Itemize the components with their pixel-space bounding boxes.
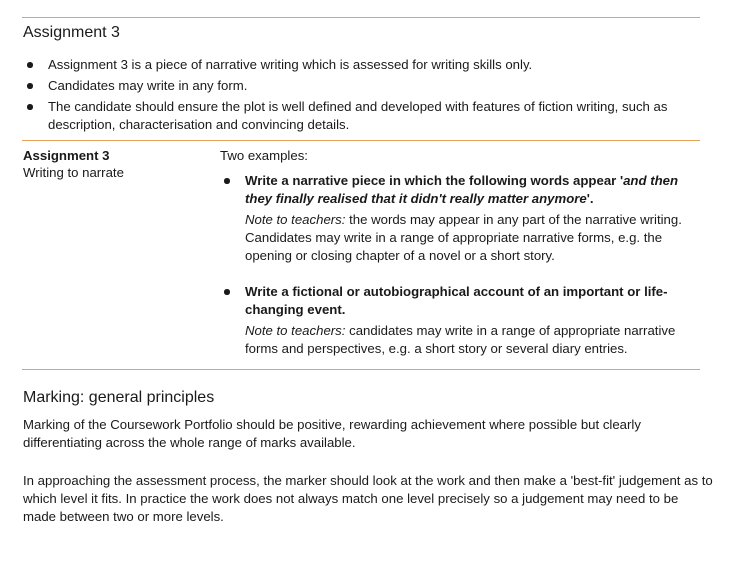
- table-left-title: Assignment 3: [23, 148, 110, 163]
- marking-paragraph-2: In approaching the assessment process, the marker should look at the work and then make a 'best-fit' judgement as to which level it fits. In practice the work does not always match one level precisely so a judgement may need to be made between two or more levels.: [23, 473, 713, 524]
- example-1-task: Write a narrative piece in which the following words appear 'and then they finally realised that it didn't really matter anymore'.: [245, 173, 679, 206]
- examples-intro: Two examples:: [220, 148, 308, 163]
- list-item: Assignment 3 is a piece of narrative writing which is assessed for writing skills only.: [23, 56, 693, 74]
- example-item-1: [220, 172, 690, 265]
- example-item-2: [220, 283, 690, 358]
- marking-paragraph-1: Marking of the Coursework Portfolio should be positive, rewarding achievement where possible but clearly differentiating across the whole range of marks available.: [23, 417, 641, 450]
- table-bottom-divider: [22, 369, 700, 370]
- assignment-bullet-list: [23, 56, 693, 137]
- table-top-divider: [22, 140, 700, 141]
- assignment-heading: Assignment 3: [23, 24, 120, 41]
- table-left-subtitle: Writing to narrate: [23, 165, 124, 180]
- examples-list: [220, 172, 690, 358]
- example-2-task: Write a fictional or autobiographical account of an important or life-changing event.: [245, 284, 668, 317]
- top-divider: [22, 17, 700, 18]
- marking-heading: Marking: general principles: [23, 389, 215, 406]
- list-item: Candidates may write in any form.: [23, 77, 693, 95]
- example-2-note: Note to teachers: candidates may write in a range of appropriate narrative forms and perspectives, e.g. a short story or several diary entries.: [245, 323, 676, 356]
- example-1-note: Note to teachers: the words may appear in any part of the narrative writing. Candidates may write in a range of appropriate narrative forms, e.g. the opening or closing chapter of a novel or a short story.: [245, 212, 682, 263]
- list-item: The candidate should ensure the plot is well defined and developed with features of fiction writing, such as description, characterisation and convincing details.: [23, 98, 693, 134]
